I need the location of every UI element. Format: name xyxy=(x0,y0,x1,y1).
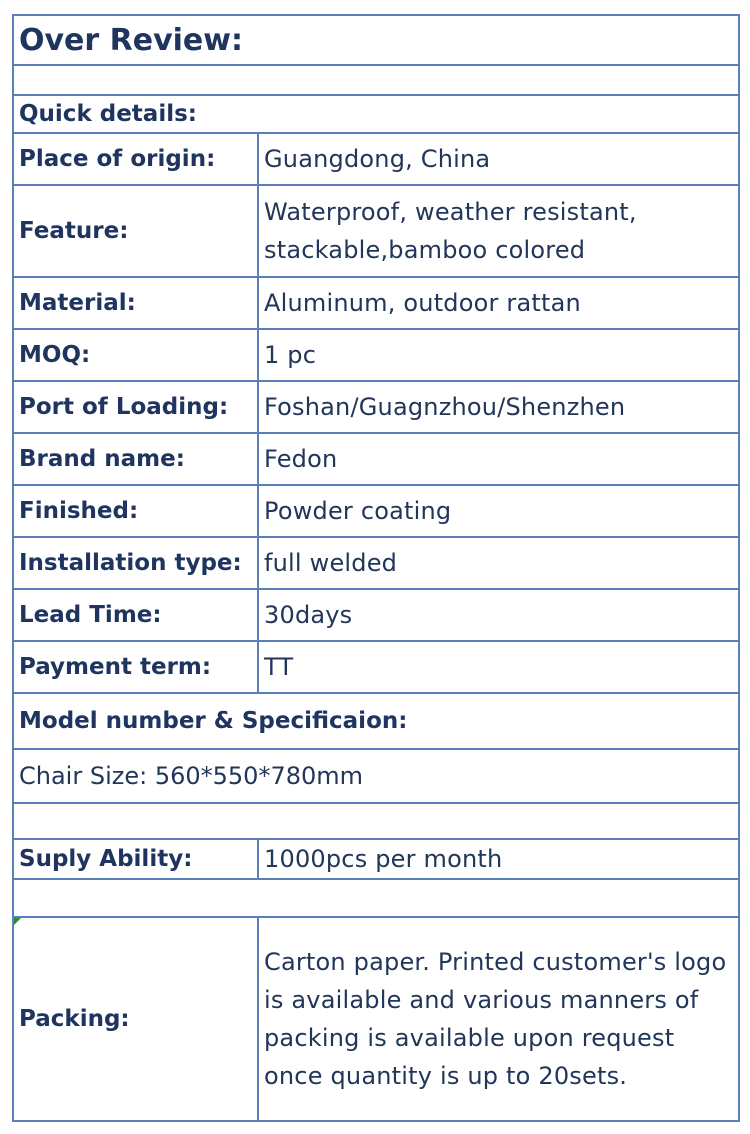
section-header-row xyxy=(13,95,739,133)
table-row xyxy=(13,839,739,879)
row-value: Foshan/Guagnzhou/Shenzhen xyxy=(258,381,739,433)
table-row xyxy=(13,277,739,329)
spacer-row xyxy=(13,803,739,839)
empty-cell xyxy=(13,879,739,917)
table-row xyxy=(13,537,739,589)
table-row xyxy=(13,185,739,277)
row-value: Aluminum, outdoor rattan xyxy=(258,277,739,329)
table-row xyxy=(13,917,739,1121)
row-value: Waterproof, weather resistant, stackable,bamboo colored xyxy=(258,185,739,277)
row-label: Brand name: xyxy=(13,433,258,485)
title-row xyxy=(13,15,739,65)
row-value: Guangdong, China xyxy=(258,133,739,185)
row-value: 30days xyxy=(258,589,739,641)
row-value: Powder coating xyxy=(258,485,739,537)
row-label: Feature: xyxy=(13,185,258,277)
comment-marker-icon xyxy=(14,918,21,925)
supply-label: Suply Ability: xyxy=(13,839,258,879)
row-value: Fedon xyxy=(258,433,739,485)
row-label: Installation type: xyxy=(13,537,258,589)
packing-label: Packing: xyxy=(19,1006,130,1032)
table-row xyxy=(13,641,739,693)
supply-value: 1000pcs per month xyxy=(258,839,739,879)
row-value: 1 pc xyxy=(258,329,739,381)
section-header-row xyxy=(13,693,739,749)
table-row xyxy=(13,485,739,537)
spacer-row xyxy=(13,65,739,95)
model-spec-heading: Model number & Specificaion: xyxy=(13,693,739,749)
table-row xyxy=(13,381,739,433)
row-label: Place of origin: xyxy=(13,133,258,185)
product-spec-table xyxy=(12,14,740,1122)
page-title: Over Review: xyxy=(13,15,739,65)
table-row xyxy=(13,589,739,641)
row-value: TT xyxy=(258,641,739,693)
row-label: Port of Loading: xyxy=(13,381,258,433)
table-row xyxy=(13,133,739,185)
table-row xyxy=(13,749,739,803)
empty-cell xyxy=(13,65,739,95)
quick-details-heading: Quick details: xyxy=(13,95,739,133)
table-row xyxy=(13,329,739,381)
chair-size: Chair Size: 560*550*780mm xyxy=(13,749,739,803)
packing-value: Carton paper. Printed customer's logo is available and various manners of packing is available upon request once quantity is up to 20sets. xyxy=(258,917,739,1121)
row-label: Payment term: xyxy=(13,641,258,693)
row-label: Material: xyxy=(13,277,258,329)
row-label: MOQ: xyxy=(13,329,258,381)
packing-label-cell xyxy=(13,917,258,1121)
row-label: Finished: xyxy=(13,485,258,537)
table-row xyxy=(13,433,739,485)
row-value: full welded xyxy=(258,537,739,589)
row-label: Lead Time: xyxy=(13,589,258,641)
spacer-row xyxy=(13,879,739,917)
empty-cell xyxy=(13,803,739,839)
